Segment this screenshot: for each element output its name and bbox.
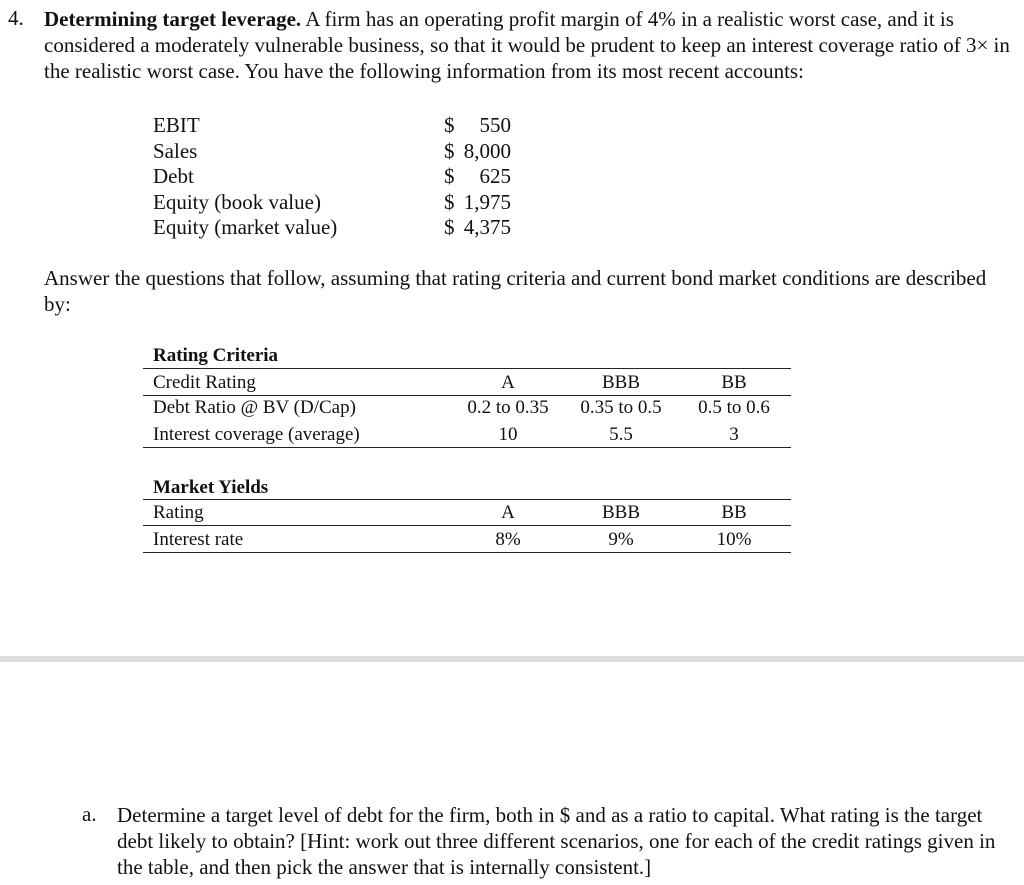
- table-cell: 10%: [716, 529, 752, 550]
- row-label: Debt Ratio @ BV (D/Cap): [153, 397, 356, 418]
- part-a-letter: a.: [82, 802, 97, 826]
- fin-value: 8,000: [463, 139, 511, 163]
- table-cell: 0.35 to 0.5: [580, 397, 662, 418]
- rating-criteria-title: Rating Criteria: [153, 345, 279, 366]
- question-body: A firm has an operating profit margin of 4% in a realistic worst case, and it is considered a moderately vulnerable business, so that it would be prudent to keep an interest coverage ratio of 3× in the realistic worst case. You have the following information from its most recent accounts:: [44, 7, 1010, 83]
- fin-currency: $: [444, 139, 455, 163]
- table-cell: 3: [729, 424, 739, 445]
- table-rule: [143, 499, 791, 500]
- table-rule: [143, 395, 791, 396]
- table-cell: 9%: [608, 529, 634, 550]
- fin-currency: $: [444, 190, 455, 214]
- table-cell: A: [501, 502, 515, 523]
- row-label: Credit Rating: [153, 372, 256, 393]
- table-rule: [143, 447, 791, 448]
- fin-label: Equity (book value): [153, 190, 321, 214]
- question-title: Determining target leverage.: [44, 7, 302, 31]
- table-cell: BBB: [601, 502, 641, 523]
- page-separator: [0, 656, 1024, 662]
- fin-currency: $: [444, 215, 455, 239]
- table-rule: [143, 525, 791, 526]
- fin-value: 625: [479, 164, 511, 188]
- question-text: [44, 6, 1019, 84]
- question-number: 4.: [8, 6, 24, 30]
- fin-label: Debt: [153, 164, 194, 188]
- market-yields-title: Market Yields: [153, 477, 269, 498]
- part-a-text: Determine a target level of debt for the firm, both in $ and as a ratio to capital. What rating is the target debt likely to obtain? [Hint: work out three different scenarios, one for each of the credit ratings given in the table, and then pick the answer that is internally consistent.]: [117, 803, 996, 879]
- table-rule: [143, 368, 791, 369]
- table-cell: 5.5: [609, 424, 633, 445]
- row-label: Interest coverage (average): [153, 424, 360, 445]
- fin-label: Equity (market value): [153, 215, 338, 239]
- fin-label: Sales: [153, 139, 198, 163]
- fin-value: 4,375: [463, 215, 511, 239]
- instruction-text: Answer the questions that follow, assuming that rating criteria and current bond market conditions are described by:: [44, 266, 987, 316]
- fin-label: EBIT: [153, 113, 200, 137]
- table-cell: 0.2 to 0.35: [467, 397, 549, 418]
- row-label: Rating: [153, 502, 204, 523]
- row-label: Interest rate: [153, 529, 244, 550]
- table-cell: A: [501, 372, 515, 393]
- fin-currency: $: [444, 113, 455, 137]
- fin-value: 550: [479, 113, 511, 137]
- table-cell: 10: [498, 424, 518, 445]
- table-cell: 8%: [495, 529, 521, 550]
- table-cell: BB: [721, 502, 747, 523]
- table-cell: BB: [721, 372, 747, 393]
- fin-currency: $: [444, 164, 455, 188]
- fin-value: 1,975: [463, 190, 511, 214]
- table-rule: [143, 552, 791, 553]
- table-cell: 0.5 to 0.6: [698, 397, 770, 418]
- table-cell: BBB: [601, 372, 641, 393]
